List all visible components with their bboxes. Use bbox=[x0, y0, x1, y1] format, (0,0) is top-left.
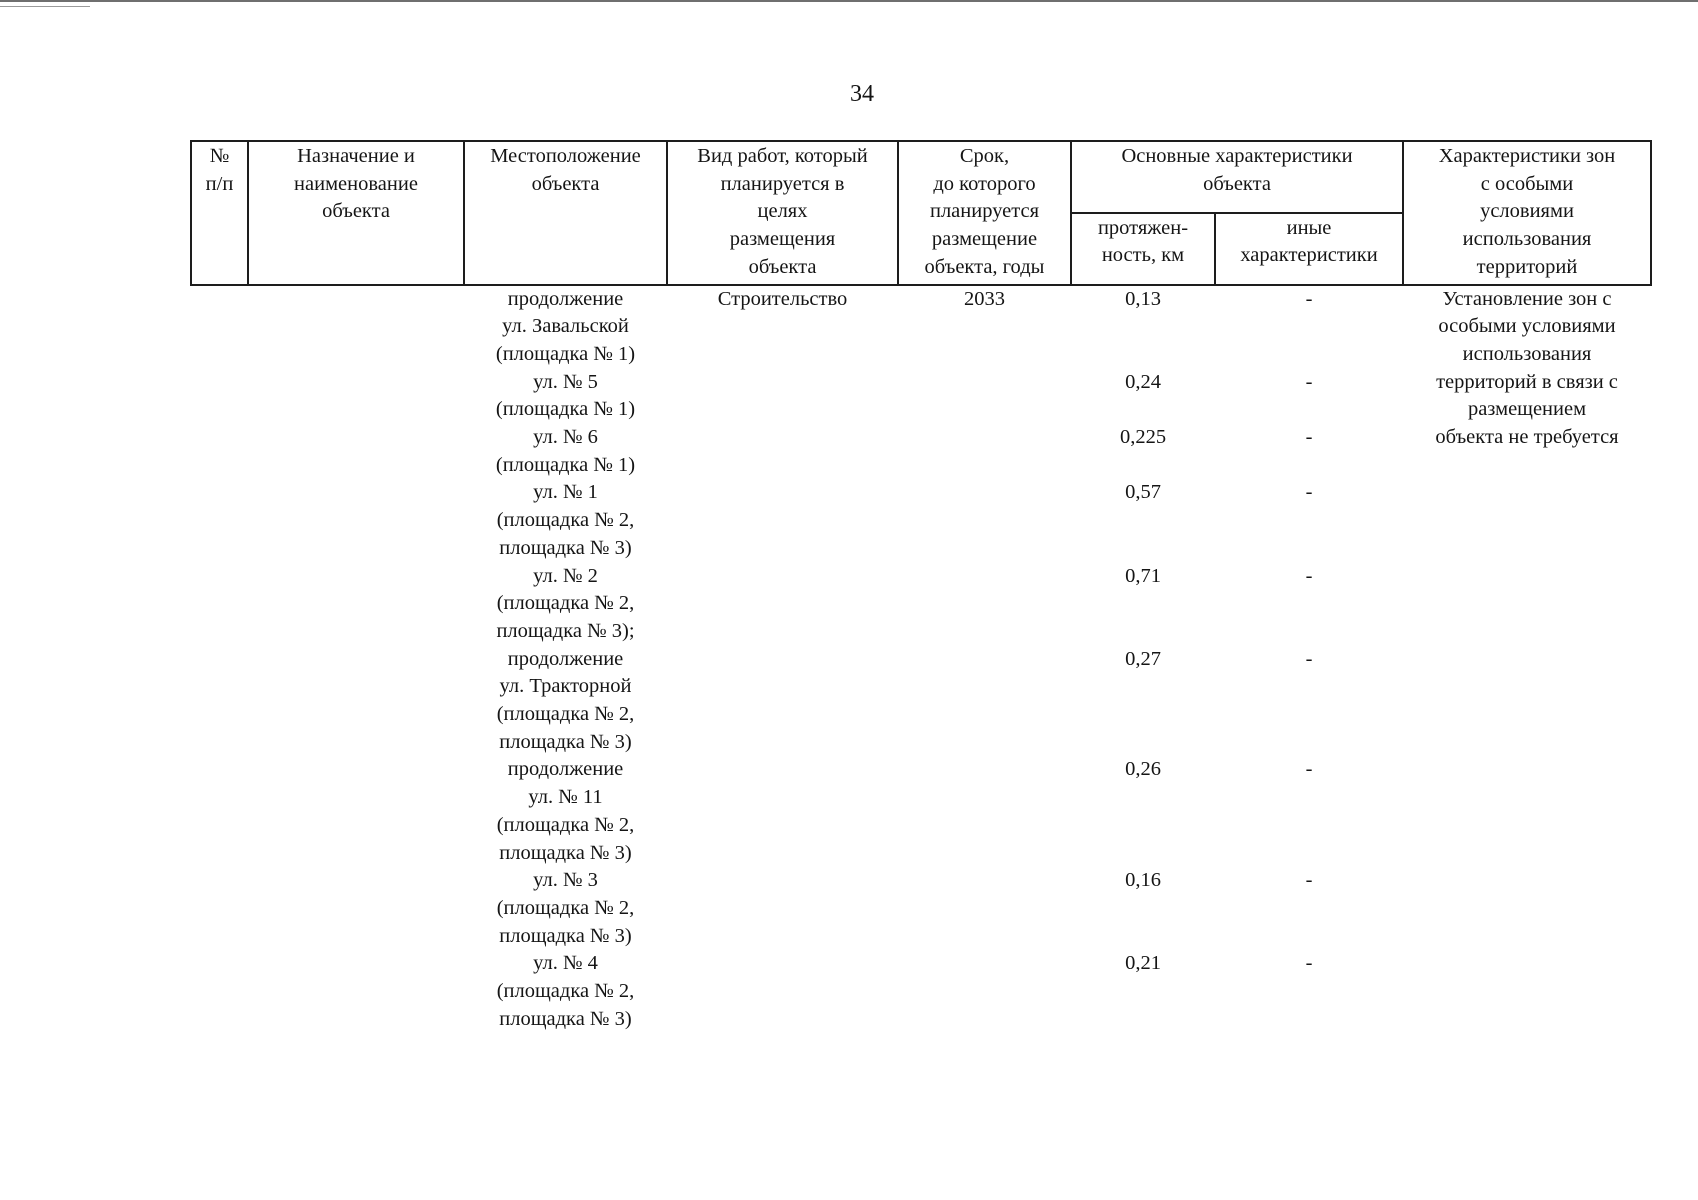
table-row bbox=[191, 285, 1651, 369]
header-zones: Характеристики зон с особыми условиями использования территорий bbox=[1403, 141, 1651, 285]
cell-work-type: Строительство bbox=[717, 287, 848, 310]
cell-length: 0,26 bbox=[1125, 758, 1161, 781]
cell-length: 0,71 bbox=[1125, 564, 1161, 587]
cell-purpose bbox=[248, 479, 464, 562]
cell-length: 0,21 bbox=[1125, 952, 1161, 975]
header-deadline: Срок, до которого планируется размещение объекта, годы bbox=[898, 141, 1071, 285]
header-main-characteristics: Основные характеристики объекта bbox=[1071, 141, 1403, 213]
cell-location: продолжение ул. Завальской (площадка № 1) bbox=[495, 287, 636, 365]
cell-zones-note: Установление зон с особыми условиями использования территорий в связи с размещением объекта не требуется bbox=[1435, 287, 1619, 449]
table-header bbox=[191, 141, 1651, 285]
cell-purpose bbox=[248, 424, 464, 479]
scan-edge-mark bbox=[0, 6, 90, 7]
header-work-type: Вид работ, который планируется в целях размещения объекта bbox=[667, 141, 898, 285]
scan-top-edge bbox=[0, 0, 1698, 2]
cell-length: 0,27 bbox=[1125, 647, 1161, 670]
header-other: иные характеристики bbox=[1215, 213, 1403, 285]
header-length: протяжен- ность, км bbox=[1071, 213, 1215, 285]
object-table bbox=[190, 140, 1652, 1034]
cell-other: - bbox=[1305, 758, 1313, 781]
cell-location: ул. № 6 (площадка № 1) bbox=[495, 426, 636, 476]
cell-other: - bbox=[1305, 647, 1313, 670]
cell-other: - bbox=[1305, 370, 1313, 393]
cell-location: ул. № 5 (площадка № 1) bbox=[495, 370, 636, 421]
header-purpose: Назначение и наименование объекта bbox=[248, 141, 464, 285]
cell-num bbox=[191, 867, 248, 950]
cell-purpose bbox=[248, 369, 464, 424]
cell-num bbox=[191, 950, 248, 1033]
cell-num bbox=[191, 756, 248, 867]
header-location: Местоположение объекта bbox=[464, 141, 667, 285]
cell-length: 0,13 bbox=[1125, 287, 1161, 310]
table-body bbox=[191, 285, 1651, 1034]
cell-other: - bbox=[1305, 426, 1313, 449]
cell-purpose bbox=[248, 646, 464, 757]
cell-length: 0,24 bbox=[1125, 370, 1161, 393]
cell-other: - bbox=[1305, 564, 1313, 587]
cell-location: продолжение ул. № 11 (площадка № 2, площадка № 3) bbox=[496, 758, 635, 864]
cell-num bbox=[191, 424, 248, 479]
cell-location: продолжение ул. Тракторной (площадка № 2, площадка № 3) bbox=[496, 647, 635, 753]
cell-purpose bbox=[248, 285, 464, 369]
header-num: № п/п bbox=[191, 141, 248, 285]
cell-other: - bbox=[1305, 952, 1313, 975]
cell-num bbox=[191, 285, 248, 369]
cell-other: - bbox=[1305, 287, 1313, 310]
cell-purpose bbox=[248, 950, 464, 1033]
cell-length: 0,225 bbox=[1119, 426, 1167, 449]
cell-num bbox=[191, 646, 248, 757]
cell-location: ул. № 4 (площадка № 2, площадка № 3) bbox=[496, 952, 635, 1030]
cell-purpose bbox=[248, 867, 464, 950]
cell-length: 0,57 bbox=[1125, 481, 1161, 504]
cell-length: 0,16 bbox=[1125, 869, 1161, 892]
page-number: 34 bbox=[850, 81, 874, 107]
cell-location: ул. № 2 (площадка № 2, площадка № 3); bbox=[496, 564, 635, 642]
cell-other: - bbox=[1305, 869, 1313, 892]
cell-purpose bbox=[248, 563, 464, 646]
cell-num bbox=[191, 369, 248, 424]
cell-num bbox=[191, 563, 248, 646]
cell-location: ул. № 1 (площадка № 2, площадка № 3) bbox=[496, 481, 635, 559]
cell-location: ул. № 3 (площадка № 2, площадка № 3) bbox=[496, 869, 635, 947]
cell-deadline: 2033 bbox=[964, 287, 1005, 310]
cell-purpose bbox=[248, 756, 464, 867]
cell-other: - bbox=[1305, 481, 1313, 504]
cell-num bbox=[191, 479, 248, 562]
